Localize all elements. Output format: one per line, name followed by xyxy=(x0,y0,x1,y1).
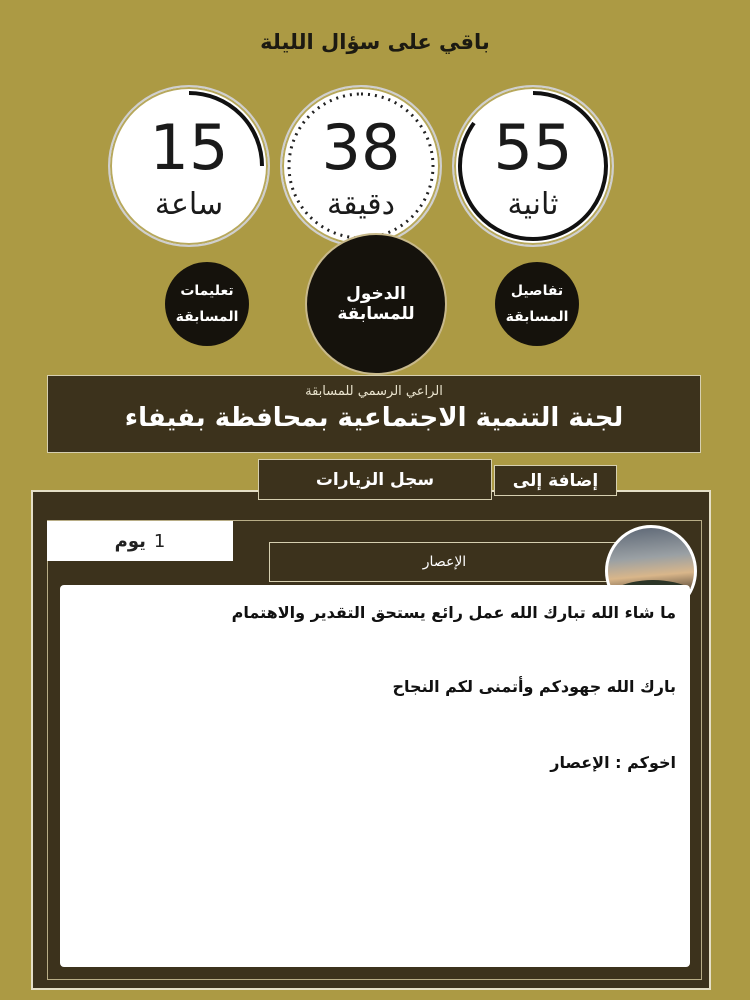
sponsor-subtitle: الراعي الرسمي للمسابقة xyxy=(305,384,443,399)
countdown-hours-unit: ساعة xyxy=(154,187,224,222)
sponsor-banner xyxy=(47,375,701,453)
details-label-2: المسابقة xyxy=(505,309,569,325)
entry-day-badge xyxy=(47,521,233,561)
add-visit-button[interactable] xyxy=(494,465,617,496)
countdown-minutes xyxy=(280,85,442,247)
page-title: باقي على سؤال الليلة xyxy=(260,30,490,54)
entry-author-bar xyxy=(269,542,620,582)
details-button[interactable] xyxy=(495,262,579,346)
countdown-minutes-unit: دقيقة xyxy=(326,187,395,222)
add-visit-label: إضافة إلى xyxy=(512,470,599,491)
details-label-1: تفاصيل xyxy=(510,283,564,299)
countdown-seconds-unit: ثانية xyxy=(507,187,559,222)
countdown-hours xyxy=(108,85,270,247)
entry-day-number: 1 xyxy=(153,530,166,552)
entry-author: الإعصار xyxy=(422,554,467,570)
entry-message xyxy=(60,585,690,967)
sponsor-title: لجنة التنمية الاجتماعية بمحافظة بفيفاء xyxy=(124,403,624,433)
entry-day-label: يوم xyxy=(114,530,146,552)
instructions-label-2: المسابقة xyxy=(175,309,239,325)
tab-visits-log-label: سجل الزيارات xyxy=(315,469,435,490)
entry-line-1: ما شاء الله تبارك الله عمل رائع يستحق التقدير والاهتمام xyxy=(231,603,676,622)
instructions-label-1: تعليمات xyxy=(180,283,234,299)
countdown-seconds-value: 55 xyxy=(493,111,573,184)
entry-line-3: اخوكم : الإعصار xyxy=(550,753,676,772)
tab-visits-log[interactable] xyxy=(258,459,492,500)
countdown-minutes-value: 38 xyxy=(321,111,401,184)
countdown-hours-value: 15 xyxy=(149,111,229,184)
instructions-button[interactable] xyxy=(165,262,249,346)
enter-contest-label: الدخول للمسابقة xyxy=(337,284,415,324)
enter-contest-button[interactable] xyxy=(305,233,447,375)
countdown-seconds xyxy=(452,85,614,247)
entry-line-2: بارك الله جهودكم وأتمنى لكم النجاح xyxy=(392,677,676,696)
